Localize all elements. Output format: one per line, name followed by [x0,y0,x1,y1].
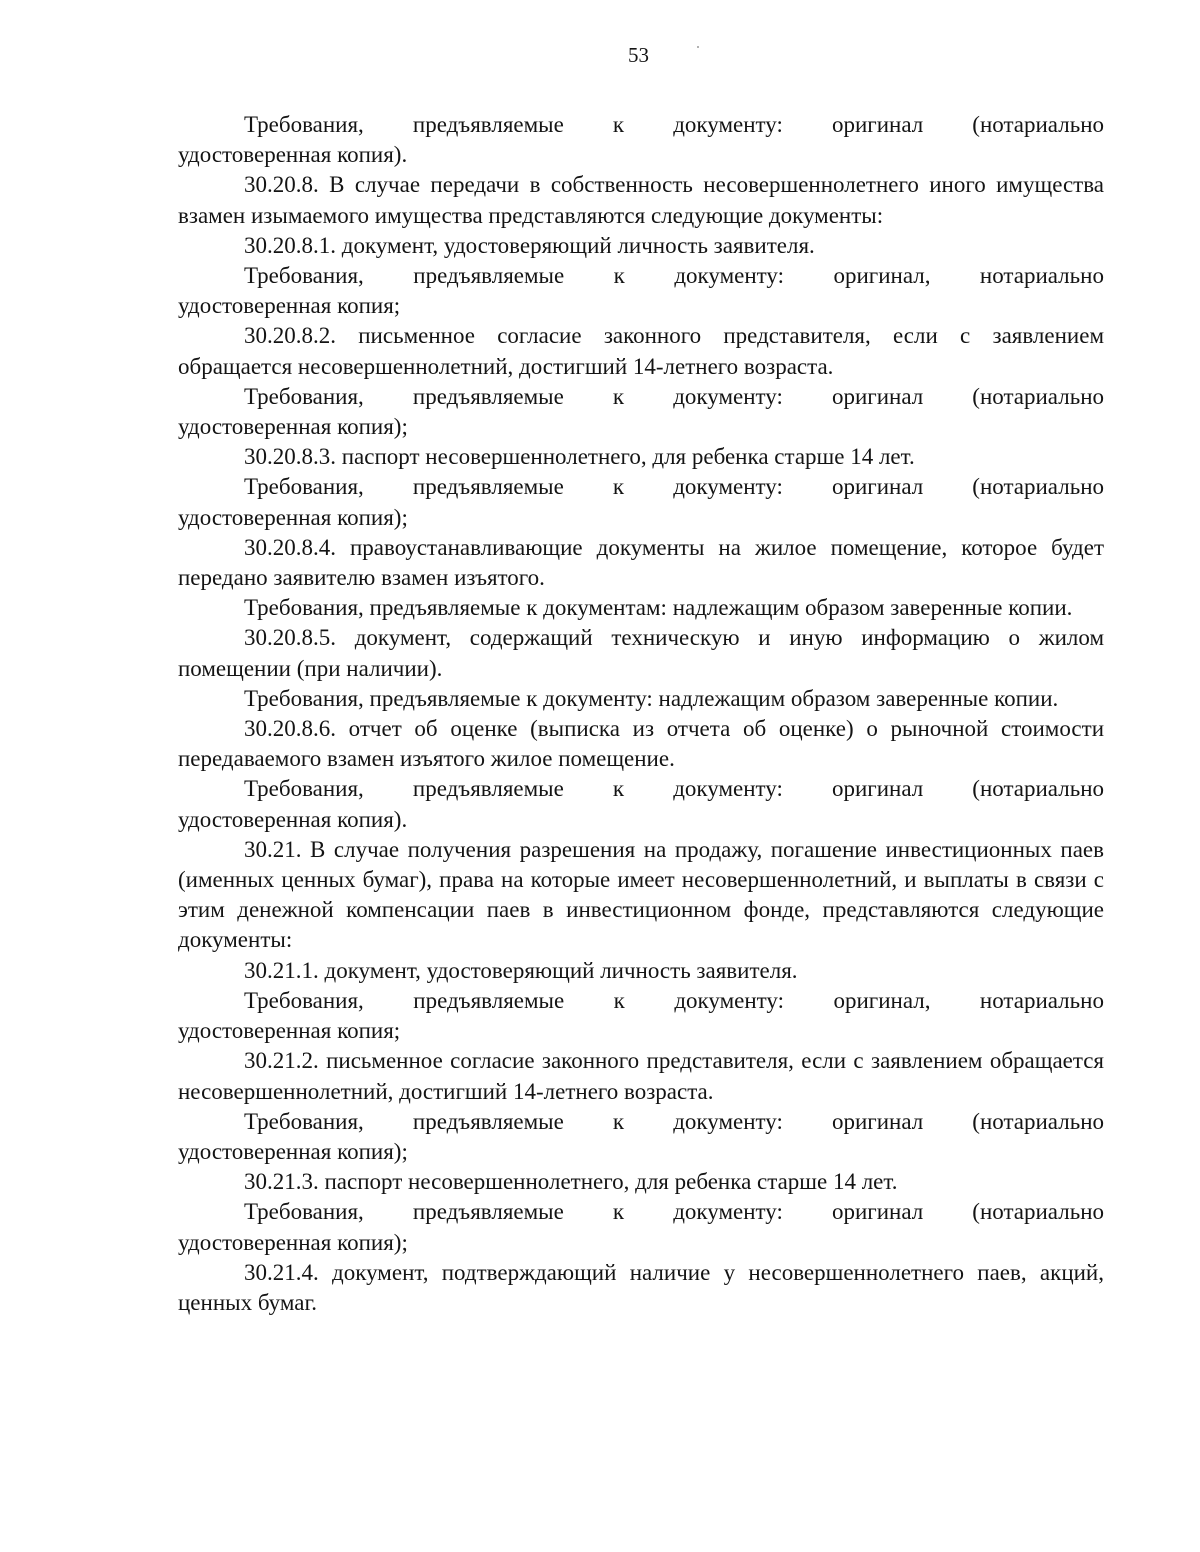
requirements-word: оригинал [831,112,924,137]
requirements-word: Требования, [244,1108,364,1134]
requirements-word: Требования, [244,776,364,802]
clause-paragraph: 30.21. В случае получения разрешения на продажу, погашение инвестиционных паев (именных ценных бумаг), права на которые имеет несовершеннолетний, и выплаты в связи с этим денежной компенсации паев в инвестиционном фонде, представляются следующие документы: [178,836,1104,953]
clause-paragraph: 30.20.8.5. документ, содержащий техническую и иную информацию о жилом помещении (при наличии). [178,625,1104,681]
requirements-paragraph [178,986,1104,1046]
requirements-continuation: удостоверенная копия). [178,142,408,168]
requirements-word: к [612,383,625,409]
requirements-word: оригинал, [833,987,931,1013]
requirements-word: (нотариально [972,1199,1104,1225]
requirements-continuation: удостоверенная копия); [178,504,408,530]
requirements-word: оригинал [831,383,924,409]
clause-paragraph: Требования, предъявляемые к документам: надлежащим образом заверенные копии. [244,595,1073,621]
page-number: 53 [628,43,649,67]
requirements-paragraph [178,1197,1104,1257]
requirements-first-line [178,472,1104,502]
requirements-paragraph [178,1107,1104,1167]
requirements-word: Требования, [244,474,364,500]
requirements-paragraph [178,382,1104,442]
requirements-word: предъявляемые [413,987,565,1013]
scan-speck [697,46,699,48]
requirements-word: Требования, [244,987,364,1013]
clause-paragraph: 30.20.8.1. документ, удостоверяющий личность заявителя. [244,232,815,258]
clause-paragraph: 30.20.8. В случае передачи в собственность несовершеннолетнего иного имущества взамен изымаемого имущества представляются следующие документы: [178,172,1104,228]
clause-paragraph: 30.21.4. документ, подтверждающий наличие у несовершеннолетнего паев, акций, ценных бумаг. [178,1259,1104,1315]
requirements-word: оригинал [831,1108,924,1134]
requirements-word: предъявляемые [412,1199,564,1225]
requirements-first-line [178,986,1104,1016]
requirements-word: Требования, [244,112,364,137]
requirements-word: к [612,1108,625,1134]
requirements-first-line [178,110,1104,140]
requirements-word: предъявляемые [412,474,564,500]
requirements-word: к [612,776,625,802]
requirements-continuation: удостоверенная копия). [178,806,408,832]
requirements-word: к [612,474,625,500]
requirements-word: предъявляемые [412,1108,564,1134]
requirements-word: документу: [673,1199,783,1225]
document-body [178,110,1104,1318]
requirements-word: Требования, [244,263,364,289]
requirements-word: документу: [673,112,783,137]
requirements-word: документу: [673,1108,783,1134]
requirements-continuation: удостоверенная копия; [178,293,401,319]
requirements-first-line [178,382,1104,412]
requirements-continuation: удостоверенная копия); [178,1229,408,1255]
requirements-first-line [178,1107,1104,1137]
requirements-continuation: удостоверенная копия); [178,414,408,440]
requirements-word: оригинал [831,1199,924,1225]
requirements-word: к [613,263,625,289]
requirements-first-line [178,774,1104,804]
requirements-word: нотариально [979,987,1104,1013]
clause-paragraph: Требования, предъявляемые к документу: надлежащим образом заверенные копии. [244,685,1059,711]
requirements-first-line [178,1197,1104,1227]
requirements-first-line [178,261,1104,291]
clause-paragraph: 30.21.1. документ, удостоверяющий личность заявителя. [244,957,798,983]
requirements-word: к [612,1199,625,1225]
requirements-paragraph [178,774,1104,834]
requirements-word: документу: [674,263,784,289]
requirements-word: (нотариально [972,1108,1104,1134]
requirements-word: к [613,987,625,1013]
requirements-word: документу: [673,474,783,500]
clause-paragraph: 30.21.3. паспорт несовершеннолетнего, для ребенка старше 14 лет. [244,1169,898,1195]
requirements-word: документу: [673,776,783,802]
requirements-paragraph [178,261,1104,321]
clause-paragraph: 30.20.8.6. отчет об оценке (выписка из отчета об оценке) о рыночной стоимости передаваемого взамен изъятого жилое помещение. [178,716,1104,772]
requirements-continuation: удостоверенная копия); [178,1138,408,1164]
requirements-paragraph [178,110,1104,170]
requirements-word: оригинал [831,474,924,500]
requirements-continuation: удостоверенная копия; [178,1018,401,1044]
requirements-paragraph [178,472,1104,532]
requirements-word: оригинал [831,776,924,802]
requirements-word: предъявляемые [412,112,564,137]
requirements-word: нотариально [979,263,1104,289]
requirements-word: документу: [674,987,784,1013]
requirements-word: предъявляемые [413,263,565,289]
requirements-word: документу: [673,383,783,409]
clause-paragraph: 30.20.8.2. письменное согласие законного представителя, если с заявлением обращается несовершеннолетний, достигший 14-летнего возраста. [178,323,1104,379]
requirements-word: (нотариально [972,112,1104,137]
clause-paragraph: 30.20.8.4. правоустанавливающие документы на жилое помещение, которое будет передано заявителю взамен изъятого. [178,534,1104,591]
requirements-word: (нотариально [972,474,1104,500]
clause-paragraph: 30.21.2. письменное согласие законного представителя, если с заявлением обращается несовершеннолетний, достигший 14-летнего возраста. [178,1048,1104,1104]
requirements-word: к [612,112,625,137]
requirements-word: оригинал, [833,263,931,289]
requirements-word: предъявляемые [412,776,564,802]
clause-paragraph: 30.20.8.3. паспорт несовершеннолетнего, для ребенка старше 14 лет. [244,444,915,470]
requirements-word: Требования, [244,1199,364,1225]
requirements-word: (нотариально [972,383,1104,409]
requirements-word: (нотариально [972,776,1104,802]
requirements-word: предъявляемые [412,383,564,409]
requirements-word: Требования, [244,383,364,409]
